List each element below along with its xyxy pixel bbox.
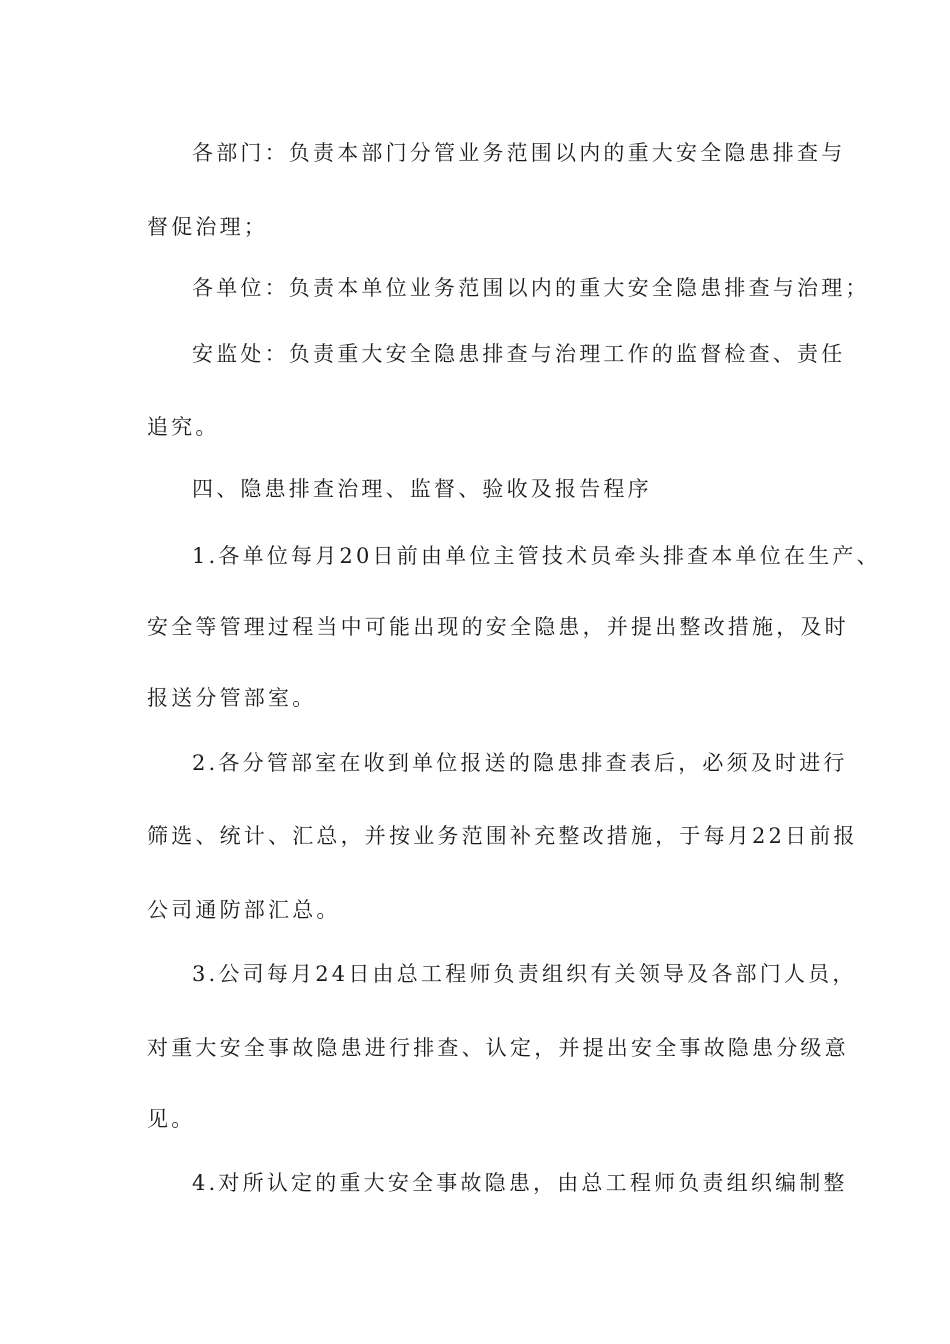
text-line: 报送分管部室。 [147,686,317,710]
text-line: 2.各分管部室在收到单位报送的隐患排查表后，必须及时进行 [192,751,848,775]
text-line: 1.各单位每月20日前由单位主管技术员牵头排查本单位在生产、 [192,544,881,568]
text-line: 4.对所认定的重大安全事故隐患，由总工程师负责组织编制整 [192,1171,848,1195]
text-line: 追究。 [147,415,220,439]
text-line: 督促治理； [147,215,268,239]
text-line: 3.公司每月24日由总工程师负责组织有关领导及各部门人员， [192,962,857,986]
section-heading: 四、隐患排查治理、监督、验收及报告程序 [192,477,652,501]
text-line: 安监处：负责重大安全隐患排查与治理工作的监督检查、责任 [192,342,846,366]
text-line: 公司通防部汇总。 [147,898,341,922]
text-line: 各单位：负责本单位业务范围以内的重大安全隐患排查与治理； [192,276,870,300]
text-line: 见。 [147,1107,196,1131]
text-line: 筛选、统计、汇总，并按业务范围补充整改措施，于每月22日前报 [147,824,858,848]
text-line: 各部门：负责本部门分管业务范围以内的重大安全隐患排查与 [192,141,846,165]
text-line: 对重大安全事故隐患进行排查、认定，并提出安全事故隐患分级意 [147,1036,849,1060]
text-line: 安全等管理过程当中可能出现的安全隐患，并提出整改措施，及时 [147,615,849,639]
